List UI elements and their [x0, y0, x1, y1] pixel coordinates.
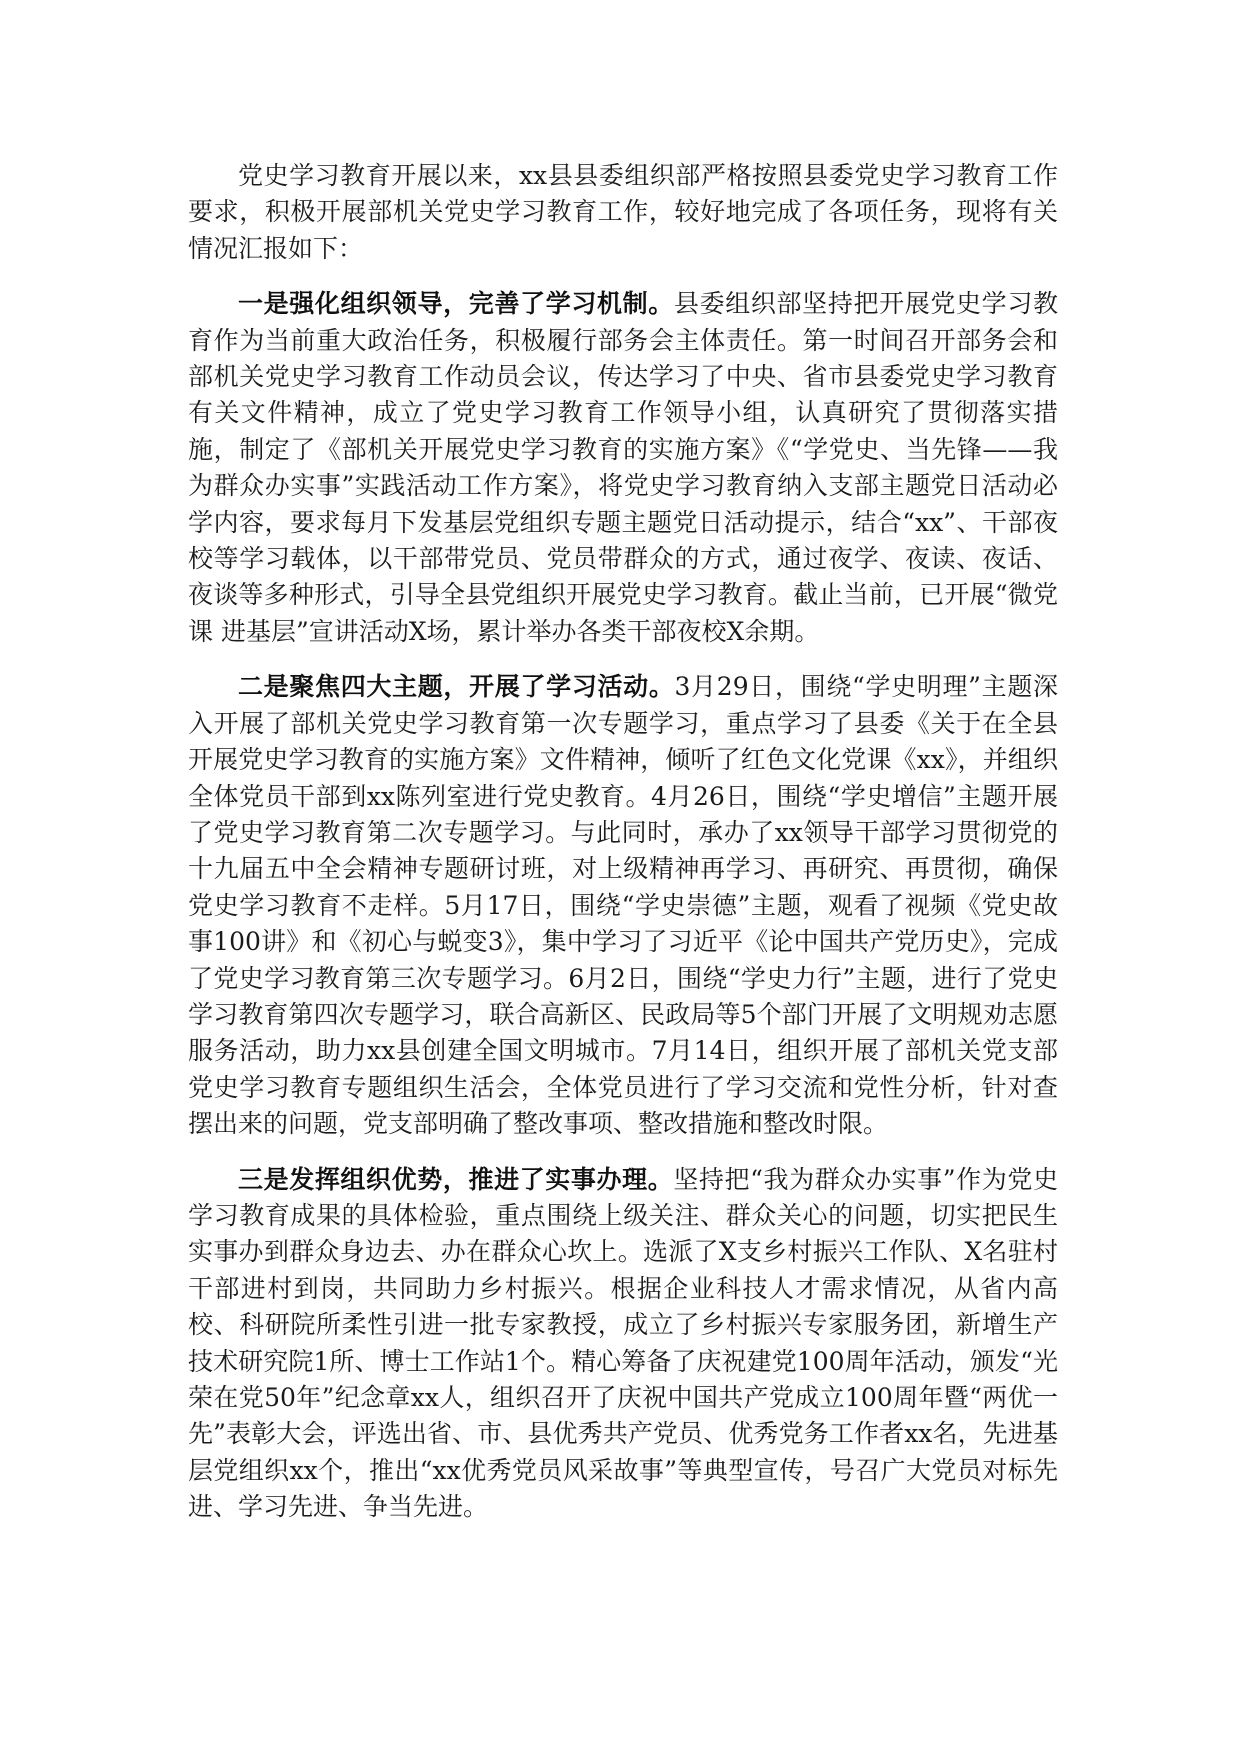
paragraph-text: 县委组织部坚持把开展党史学习教育作为当前重大政治任务，积极履行部务会主体责任。第一时间召开部务会和部机关党史学习教育工作动员会议，传达学习了中央、省市县委党史学习教育有关文件精神，成立了党史学习教育工作领导小组，认真研究了贯彻落实措施，制定了《部机关开展党史学习教育的实施方案》《“学党史、当先锋——我为群众办实事”实践活动工作方案》，将党史学习教育纳入支部主题党日活动必学内容，要求每月下发基层党组织专题主题党日活动提示，结合“xx”、干部夜校等学习载体，以干部带党员、党员带群众的方式，通过夜学、夜读、夜话、夜谈等多种形式，引导全县党组织开展党史学习教育。截止当前，已开展“微党课 进基层”宣讲活动X场，累计举办各类干部夜校X余期。: [188, 289, 1058, 646]
paragraph-text: 坚持把“我为群众办实事”作为党史学习教育成果的具体检验，重点围绕上级关注、群众关心的问题，切实把民生实事办到群众身边去、办在群众心坎上。选派了X支乡村振兴工作队、X名驻村干部进村到岗，共同助力乡村振兴。根据企业科技人才需求情况，从省内高校、科研院所柔性引进一批专家教授，成立了乡村振兴专家服务团，新增生产技术研究院1所、博士工作站1个。精心筹备了庆祝建党100周年活动，颁发“光荣在党50年”纪念章xx人，组织召开了庆祝中国共产党成立100周年暨“两优一先”表彰大会，评选出省、市、县优秀共产党员、优秀党务工作者xx名，先进基层党组织xx个，推出“xx优秀党员风采故事”等典型宣传，号召广大党员对标先进、学习先进、争当先进。: [188, 1164, 1058, 1522]
paragraph-text: 3月29日，围绕“学史明理”主题深入开展了部机关党史学习教育第一次专题学习，重点学习了县委《关于在全县开展党史学习教育的实施方案》文件精神，倾听了红色文化党课《xx》，并组织全体党员干部到xx陈列室进行党史教育。4月26日，围绕“学史增信”主题开展了党史学习教育第二次专题学习。与此同时，承办了xx领导干部学习贯彻党的十九届五中全会精神专题研讨班，对上级精神再学习、再研究、再贯彻，确保党史学习教育不走样。5月17日，围绕“学史崇德”主题，观看了视频《党史故事100讲》和《初心与蜕变3》，集中学习了习近平《论中国共产党历史》，完成了党史学习教育第三次专题学习。6月2日，围绕“学史力行”主题，进行了党史学习教育第四次专题学习，联合高新区、民政局等5个部门开展了文明规劝志愿服务活动，助力xx县创建全国文明城市。7月14日，组织开展了部机关党支部党史学习教育专题组织生活会，全体党员进行了学习交流和党性分析，针对查摆出来的问题，党支部明确了整改事项、整改措施和整改时限。: [188, 672, 1059, 1139]
paragraph-lead: 二是聚焦四大主题，开展了学习活动。: [238, 672, 675, 702]
paragraph-lead: 三是发挥组织优势，推进了实事办理。: [238, 1164, 674, 1194]
document-body: [188, 158, 1058, 1545]
paragraph-text: 党史学习教育开展以来，xx县县委组织部严格按照县委党史学习教育工作要求，积极开展部机关党史学习教育工作，较好地完成了各项任务，现将有关情况汇报如下：: [188, 161, 1058, 263]
paragraph-organization-leadership: [188, 286, 1058, 650]
paragraph-lead: 一是强化组织领导，完善了学习机制。: [238, 289, 674, 319]
paragraph-four-themes: [188, 669, 1058, 1142]
paragraph-practical-matters: [188, 1162, 1058, 1526]
paragraph-intro: [188, 158, 1058, 267]
